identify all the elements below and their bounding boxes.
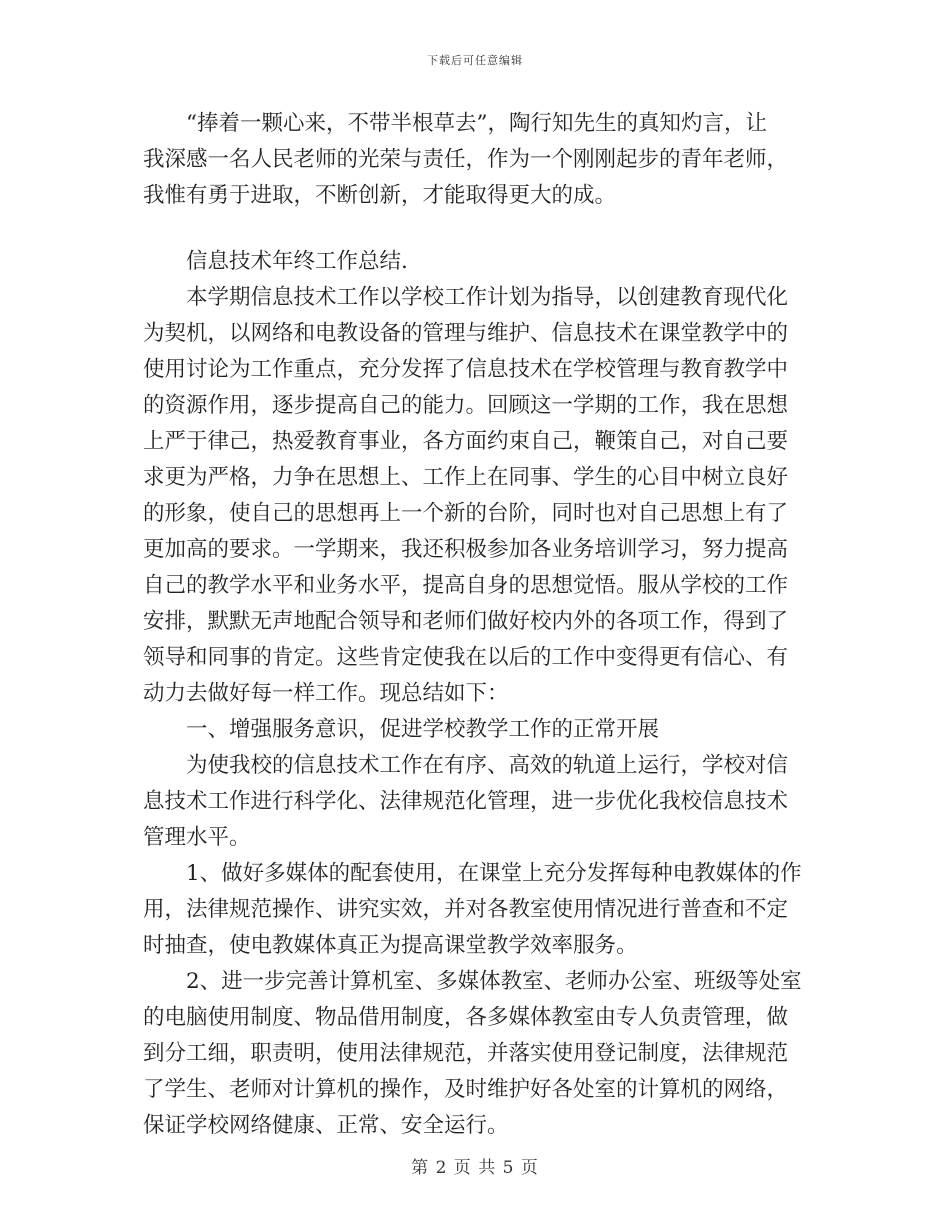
- text-line: 领导和同事的肯定。这些肯定使我在以后的工作中变得更有信心、有: [143, 645, 789, 670]
- text-line: 求更为严格，力争在思想上、工作上在同事、学生的心目中树立良好: [143, 465, 789, 490]
- text-line: 上严于律己，热爱教育事业，各方面约束自己，鞭策自己，对自己要: [143, 429, 789, 454]
- text-line: 为使我校的信息技术工作在有序、高效的轨道上运行，学校对信: [143, 753, 789, 778]
- text-line: 我深感一名人民老师的光荣与责任，作为一个刚刚起步的青年老师，: [143, 147, 789, 172]
- text-line: “捧着一颗心来，不带半根草去”，陶行知先生的真知灼言，让: [143, 111, 767, 136]
- text-line: 息技术工作进行科学化、法律规范化管理，进一步优化我校信息技术: [143, 789, 789, 814]
- page-number: 第 2 页 共 5 页: [411, 1158, 539, 1178]
- text-line: 安排，默默无声地配合领导和老师们做好校内外的各项工作，得到了: [143, 609, 789, 634]
- text-line: 1、做好多媒体的配套使用，在课堂上充分发挥每种电教媒体的作: [143, 861, 802, 886]
- paragraph-gap: [143, 214, 808, 244]
- text-line: 用，法律规范操作、讲究实效，并对各教室使用情况进行普查和不定: [143, 897, 789, 922]
- text-line: 动力去做好每一样工作。现总结如下：: [143, 681, 509, 706]
- text-line: 我惟有勇于进取，不断创新，才能取得更大的成。: [143, 183, 617, 208]
- section-title: 信息技术年终工作总结.: [143, 249, 408, 274]
- summary-section: [143, 244, 808, 1144]
- text-line: 的形象，使自己的思想再上一个新的台阶，同时也对自己思想上有了: [143, 501, 789, 526]
- page-header-note: 下载后可任意编辑: [427, 54, 523, 67]
- text-line: 为契机，以网络和电教设备的管理与维护、信息技术在课堂教学中的: [143, 321, 789, 346]
- subsection-heading: 一、增强服务意识，促进学校教学工作的正常开展: [143, 717, 660, 742]
- intro-paragraph: [143, 106, 808, 214]
- text-line: 的电脑使用制度、物品借用制度，各多媒体教室由专人负责管理，做: [143, 1005, 789, 1030]
- text-line: 本学期信息技术工作以学校工作计划为指导，以创建教育现代化: [143, 285, 789, 310]
- text-line: 保证学校网络健康、正常、安全运行。: [143, 1113, 509, 1138]
- text-line: 时抽查，使电教媒体真正为提高课堂教学效率服务。: [143, 933, 638, 958]
- text-line: 2、进一步完善计算机室、多媒体教室、老师办公室、班级等处室: [143, 969, 802, 994]
- text-line: 更加高的要求。一学期来，我还积极参加各业务培训学习，努力提高: [143, 537, 789, 562]
- text-line: 管理水平。: [143, 825, 251, 850]
- text-line: 使用讨论为工作重点，充分发挥了信息技术在学校管理与教育教学中: [143, 357, 789, 382]
- document-body: [143, 106, 808, 1144]
- text-line: 自己的教学水平和业务水平，提高自身的思想觉悟。服从学校的工作: [143, 573, 789, 598]
- text-line: 到分工细，职责明，使用法律规范，并落实使用登记制度，法律规范: [143, 1041, 789, 1066]
- text-line: 了学生、老师对计算机的操作，及时维护好各处室的计算机的网络，: [143, 1077, 789, 1102]
- text-line: 的资源作用，逐步提高自己的能力。回顾这一学期的工作，我在思想: [143, 393, 789, 418]
